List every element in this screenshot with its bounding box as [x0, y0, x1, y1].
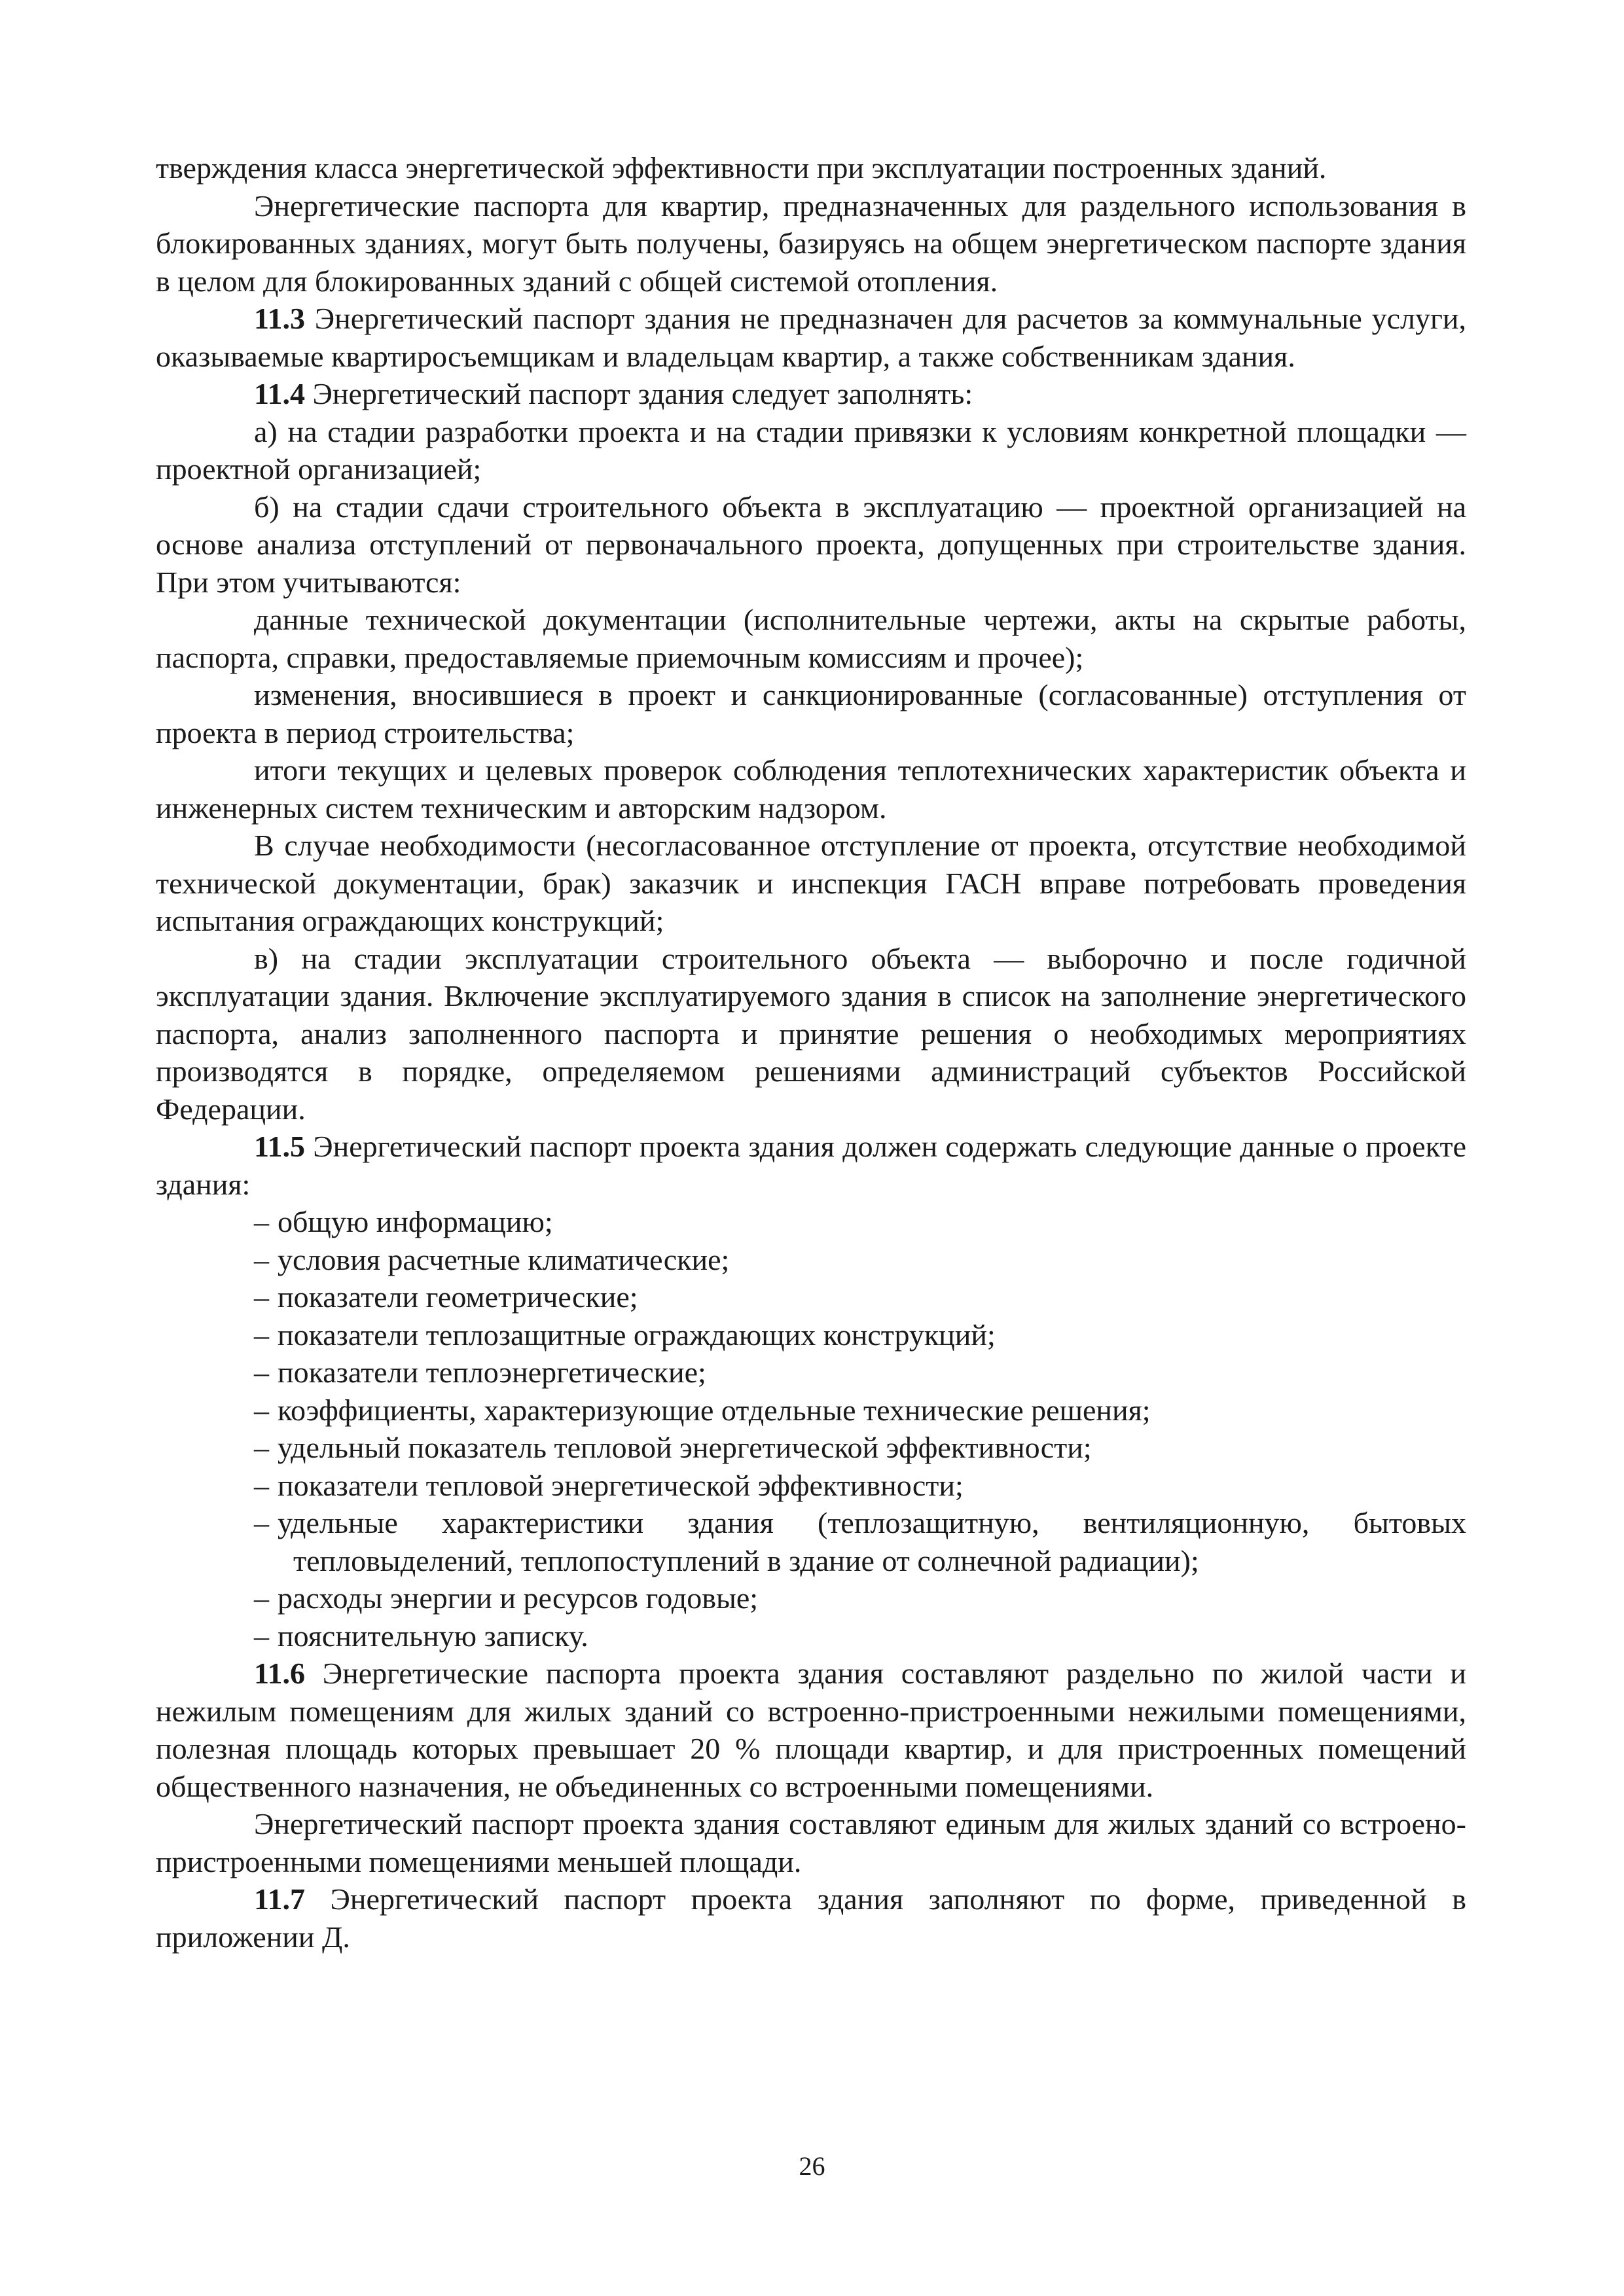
list-item [156, 1467, 1466, 1505]
list-item [156, 1316, 1466, 1354]
paragraph-11-7 [156, 1880, 1466, 1956]
list-item [156, 1203, 1466, 1241]
list-item-text: удельные характеристики здания (теплозащитную, вентиляционную, бытовых тепловыделений, теплопоступлений в здание от солнечной радиации); [278, 1506, 1466, 1577]
list-item [156, 1354, 1466, 1391]
paragraph-tech-docs: данные технической документации (исполнительные чертежи, акты на скрытые работы, паспорта, справки, предоставляемые приемочным комиссиям и прочее); [156, 603, 1466, 674]
clause-text: Энергетические паспорта проекта здания составляют раздельно по жилой части и нежилым помещениям для жилых зданий со встроенно-пристроенными нежилыми помещениями, полезная площадь которых превышает 20 % площади квартир, и для пристроенных помещений общественного назначения, не объединенных со встроенными помещениями. [156, 1657, 1466, 1803]
clause-text: Энергетический паспорт проекта здания заполняют по форме, приведенной в приложении Д. [156, 1882, 1466, 1954]
paragraph-inspections: итоги текущих и целевых проверок соблюдения теплотехнических характеристик объекта и инженерных систем техническим и авторским надзором. [156, 753, 1466, 825]
list-dash: – [254, 1619, 269, 1653]
list-item-text: пояснительную записку. [278, 1619, 588, 1653]
list-item [156, 1278, 1466, 1316]
list-item-text: коэффициенты, характеризующие отдельные технические решения; [278, 1393, 1151, 1427]
paragraph-single-passport: Энергетический паспорт проекта здания составляют единым для жилых зданий со встроено- пристроенными помещениями меньшей площади. [156, 1807, 1466, 1878]
list-dash: – [254, 1318, 269, 1352]
paragraph-stage-a: а) на стадии разработки проекта и на стадии привязки к условиям конкретной площадки — проектной организацией; [156, 414, 1466, 486]
paragraph-continuation: тверждения класса энергетической эффективности при эксплуатации построенных зданий. [156, 151, 1327, 185]
clause-number: 11.3 [254, 302, 305, 335]
paragraph-stage-v: в) на стадии эксплуатации строительного объекта — выборочно и после годичной эксплуатации здания. Включение эксплуатируемого здания в список на заполнение энергетического паспорта, анализ заполненного паспорта и принятие решения о необходимых мероприятиях производятся в порядке, определяемом решениями администраций субъектов Российской Федерации. [156, 941, 1466, 1126]
paragraph-gasn: В случае необходимости (несогласованное отступление от проекта, отсутствие необходимой технической документации, брак) заказчик и инспекция ГАСН вправе потребовать проведения испытания ограждающих конструкций; [156, 829, 1466, 937]
clause-number: 11.7 [254, 1882, 305, 1916]
paragraph-11-4 [156, 375, 1466, 413]
document-body [156, 149, 1466, 1956]
list-dash: – [254, 1431, 269, 1464]
list-item-text: показатели теплозащитные ограждающих конструкций; [278, 1318, 996, 1352]
clause-text: Энергетический паспорт проекта здания должен содержать следующие данные о проекте здания: [156, 1130, 1466, 1201]
list-item [156, 1241, 1466, 1279]
list-item-text: показатели теплоэнергетические; [278, 1355, 706, 1389]
paragraph-changes: изменения, вносившиеся в проект и санкционированные (согласованные) отступления от проекта в период строительства; [156, 678, 1466, 749]
list-dash: – [254, 1393, 269, 1427]
clause-text: Энергетический паспорт здания следует заполнять: [304, 377, 973, 410]
list-item-text: показатели геометрические; [278, 1280, 638, 1314]
content-list [156, 1203, 1466, 1655]
list-dash: – [254, 1205, 269, 1238]
list-dash: – [254, 1242, 269, 1276]
page-number: 26 [799, 2151, 825, 2181]
list-item-text: условия расчетные климатические; [278, 1242, 730, 1276]
clause-number: 11.4 [254, 377, 305, 410]
list-item-text: расходы энергии и ресурсов годовые; [278, 1581, 759, 1615]
list-item [156, 1579, 1466, 1617]
list-item [156, 1504, 1466, 1579]
paragraph-apartment-passports: Энергетические паспорта для квартир, предназначенных для раздельного использования в блокированных зданиях, могут быть получены, базируясь на общем энергетическом паспорте здания в целом для блокированных зданий с общей системой отопления. [156, 188, 1466, 298]
list-item-text: общую информацию; [278, 1205, 553, 1238]
paragraph-11-6 [156, 1655, 1466, 1805]
list-dash: – [254, 1468, 269, 1502]
list-dash: – [254, 1280, 269, 1314]
paragraph-11-5 [156, 1128, 1466, 1203]
list-dash: – [254, 1581, 269, 1615]
paragraph-11-3 [156, 300, 1466, 375]
list-item [156, 1429, 1466, 1467]
list-item-text: удельный показатель тепловой энергетической эффективности; [278, 1431, 1092, 1464]
list-item [156, 1617, 1466, 1655]
list-dash: – [254, 1506, 269, 1539]
clause-text: Энергетический паспорт здания не предназначен для расчетов за коммунальные услуги, оказываемые квартиросъемщикам и владельцам квартир, а также собственникам здания. [156, 302, 1466, 373]
list-item [156, 1391, 1466, 1429]
list-dash: – [254, 1355, 269, 1389]
list-item-text: показатели тепловой энергетической эффективности; [278, 1468, 964, 1502]
paragraph-stage-b: б) на стадии сдачи строительного объекта в эксплуатацию — проектной организацией на основе анализа отступлений от первоначального проекта, допущенных при строительстве здания. При этом учитываются: [156, 490, 1466, 599]
clause-number: 11.6 [254, 1657, 305, 1690]
clause-number: 11.5 [254, 1130, 305, 1163]
